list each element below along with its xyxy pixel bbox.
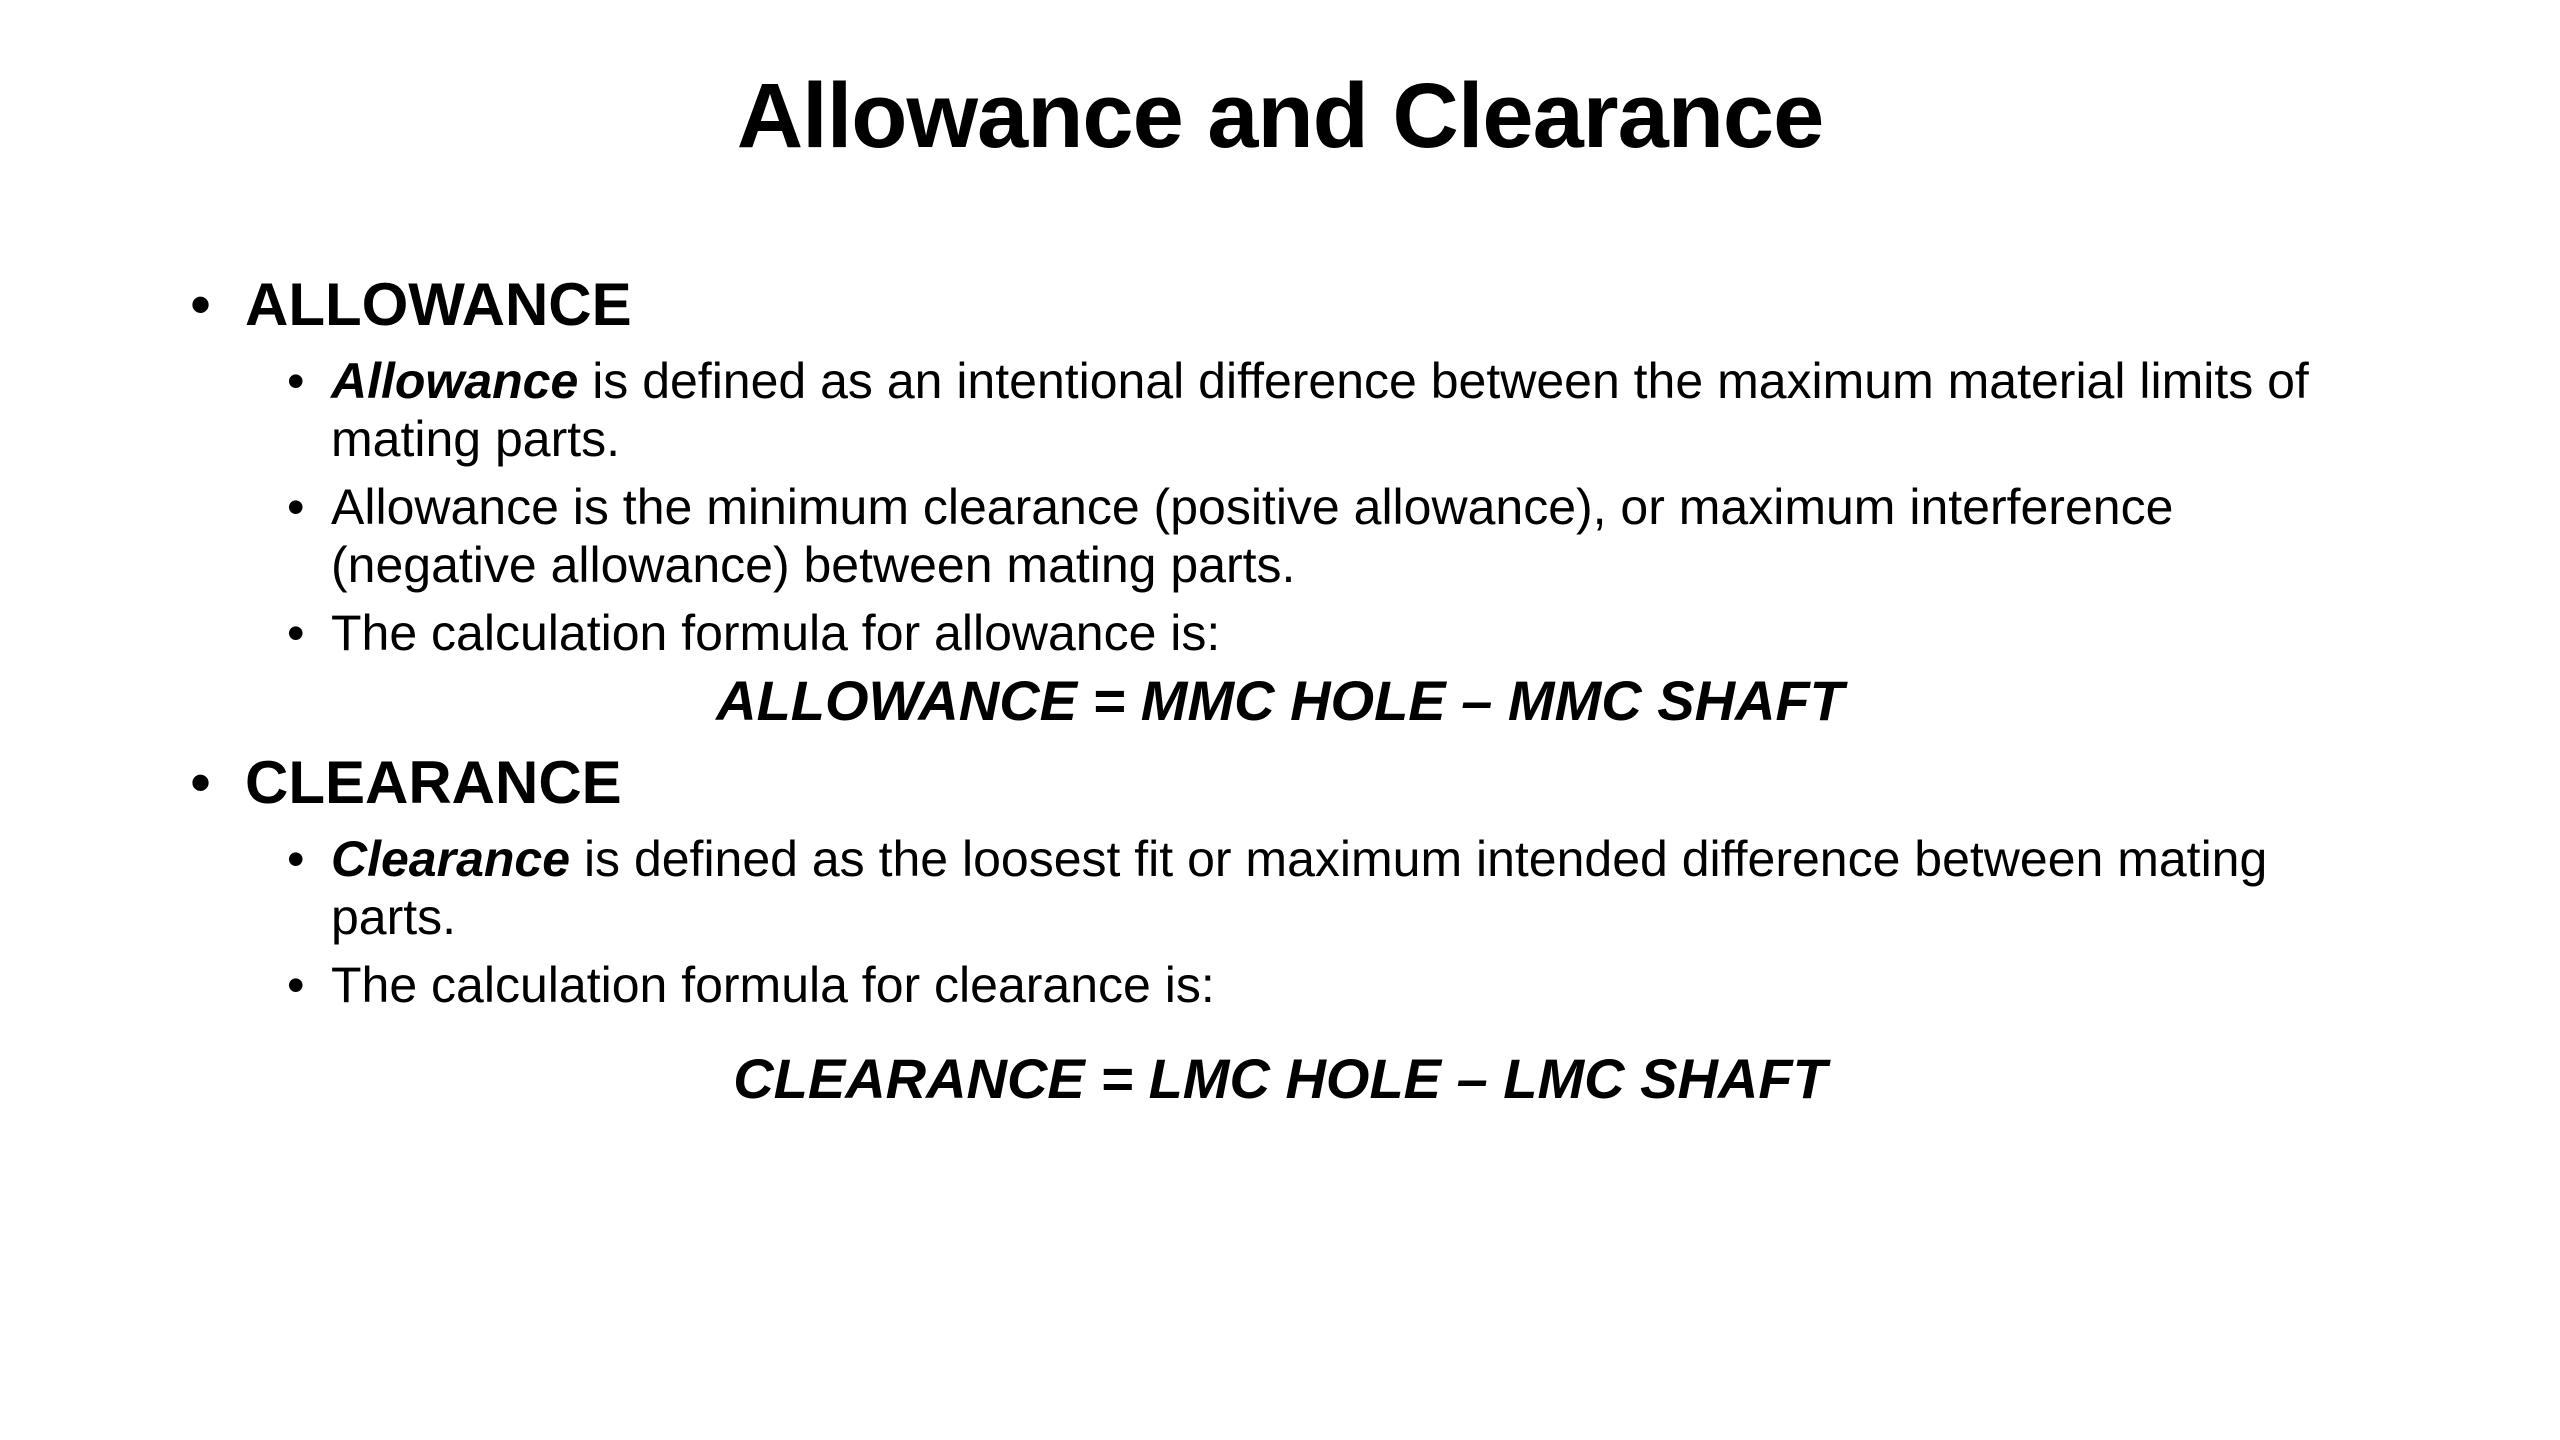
item-text: is defined as an intentional difference between the maximum material limits of mating parts.: [331, 353, 2309, 467]
item-text: The calculation formula for allowance is:: [331, 605, 1221, 661]
list-item-clearance-formula-intro: [287, 956, 2371, 1014]
bullet-icon: •: [287, 957, 305, 1013]
list-item-allowance-minimum-clearance: [287, 478, 2371, 594]
bullet-icon: •: [190, 749, 212, 816]
bullet-icon: •: [287, 479, 305, 535]
item-text: Allowance is the minimum clearance (positive allowance), or maximum interference (negative allowance) between mating parts.: [331, 479, 2174, 593]
item-text: is defined as the loosest fit or maximum intended difference between mating parts.: [331, 831, 2268, 945]
slide-title: Allowance and Clearance: [736, 65, 1824, 167]
bullet-icon: •: [287, 831, 305, 887]
section-heading-allowance: [190, 268, 2420, 342]
list-item-clearance-definition: [287, 830, 2371, 946]
item-text: The calculation formula for clearance is:: [331, 957, 1215, 1013]
allowance-formula: ALLOWANCE = MMC HOLE – MMC SHAFT: [716, 669, 1844, 732]
heading-text: ALLOWANCE: [245, 271, 632, 338]
list-item-allowance-definition: [287, 352, 2371, 468]
slide-content: [190, 268, 2420, 1114]
section-heading-clearance: [190, 746, 2420, 820]
term-emphasis: Clearance: [331, 831, 571, 887]
term-emphasis: Allowance: [331, 353, 579, 409]
clearance-formula: CLEARANCE = LMC HOLE – LMC SHAFT: [733, 1047, 1827, 1110]
bullet-icon: •: [287, 605, 305, 661]
heading-text: CLEARANCE: [245, 749, 622, 816]
list-item-allowance-formula-intro: [287, 604, 2371, 662]
bullet-icon: •: [287, 353, 305, 409]
bullet-icon: •: [190, 271, 212, 338]
